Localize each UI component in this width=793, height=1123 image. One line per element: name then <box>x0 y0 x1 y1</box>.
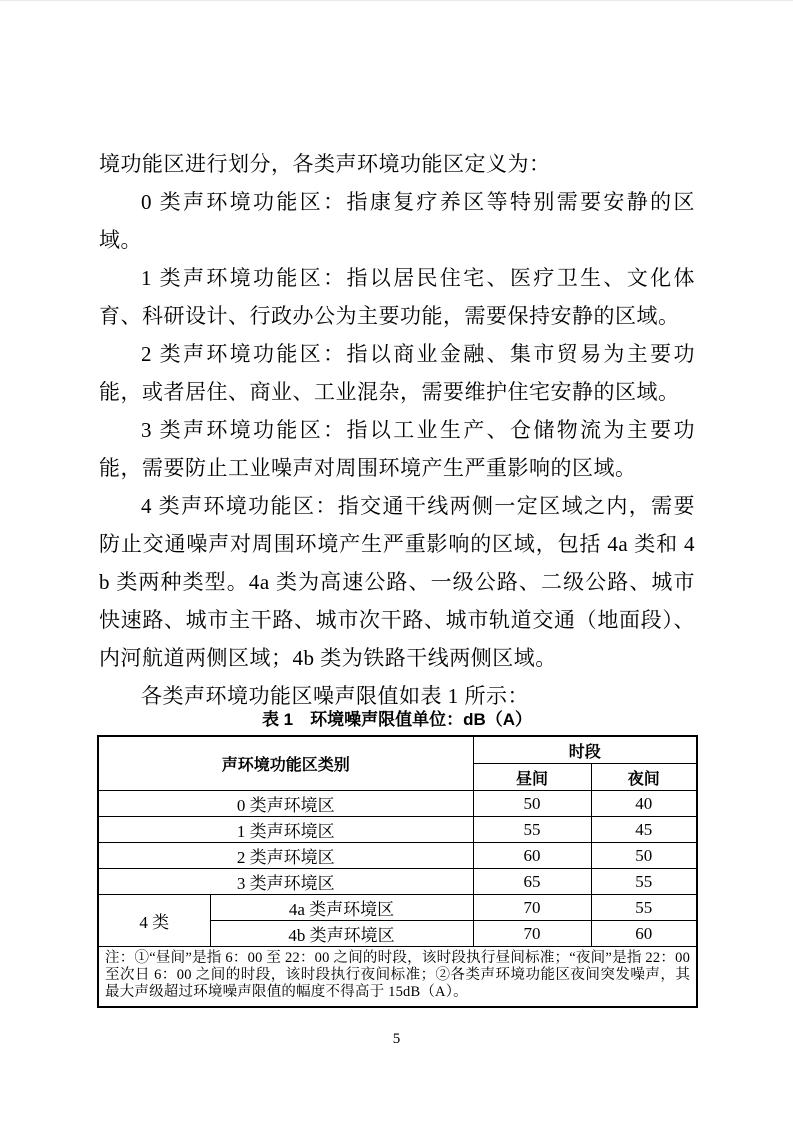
header-day: 昼间 <box>473 764 591 791</box>
paragraph-class0-definition: 0 类声环境功能区：指康复疗养区等特别需要安静的区域。 <box>99 190 695 252</box>
day-value: 70 <box>473 895 591 921</box>
document-page <box>0 1 793 1123</box>
header-period: 时段 <box>473 736 697 764</box>
table-title: 表 1 环境噪声限值单位：dB（A） <box>261 710 533 729</box>
paragraph-class1-definition: 1 类声环境功能区：指以居民住宅、医疗卫生、文化体育、科研设计、行政办公为主要功能，需要保持安静的区域。 <box>99 266 695 328</box>
night-value: 45 <box>591 817 697 843</box>
zone-name: 1 类声环境区 <box>98 817 473 843</box>
paragraph-continuation: 境功能区进行划分，各类声环境功能区定义为： <box>99 152 551 176</box>
table-row-class2 <box>98 843 697 869</box>
night-value: 55 <box>591 895 697 921</box>
paragraph-table-lead-in: 各类声环境功能区噪声限值如表 1 所示： <box>141 684 529 708</box>
paragraph-class3-definition: 3 类声环境功能区：指以工业生产、仓储物流为主要功能，需要防止工业噪声对周围环境产生严重影响的区域。 <box>99 418 695 480</box>
table-row-class0 <box>98 791 697 817</box>
header-night: 夜间 <box>591 764 697 791</box>
day-value: 50 <box>473 791 591 817</box>
day-value: 70 <box>473 921 591 947</box>
table-note: 注：①“昼间”是指 6：00 至 22：00 之间的时段，该时段执行昼间标准；“夜间”是指 22：00 至次日 6：00 之间的时段，该时段执行夜间标准；②各类声环境功能区夜间突发噪声，其最大声级超过环境噪声限值的幅度不得高于 15dB（A）。 <box>98 947 697 1008</box>
night-value: 50 <box>591 843 697 869</box>
zone-name: 0 类声环境区 <box>98 791 473 817</box>
table-header-row-1 <box>98 736 697 764</box>
zone-name: 4a 类声环境区 <box>210 895 473 921</box>
zone-name: 3 类声环境区 <box>98 869 473 895</box>
header-category: 声环境功能区类别 <box>98 736 473 791</box>
group4-label: 4 类 <box>98 895 210 947</box>
day-value: 65 <box>473 869 591 895</box>
zone-name: 2 类声环境区 <box>98 843 473 869</box>
table-row-class1 <box>98 817 697 843</box>
body-text-block <box>99 145 695 715</box>
table-row-class4a <box>98 895 697 921</box>
paragraph-class2-definition: 2 类声环境功能区：指以商业金融、集市贸易为主要功能，或者居住、商业、工业混杂，需要维护住宅安静的区域。 <box>99 342 695 404</box>
zone-name: 4b 类声环境区 <box>210 921 473 947</box>
night-value: 40 <box>591 791 697 817</box>
night-value: 55 <box>591 869 697 895</box>
paragraph-class4-definition: 4 类声环境功能区：指交通干线两侧一定区域之内，需要防止交通噪声对周围环境产生严重影响的区域，包括 4a 类和 4b 类两种类型。4a 类为高速公路、一级公路、二级公路、城市快速路、城市主干路、城市次干路、城市轨道交通（地面段）、内河航道两侧区域；4b 类为铁路干线两侧区域。 <box>99 494 695 670</box>
day-value: 55 <box>473 817 591 843</box>
table-note-row <box>98 947 697 1008</box>
day-value: 60 <box>473 843 591 869</box>
night-value: 60 <box>591 921 697 947</box>
table-row-class3 <box>98 869 697 895</box>
noise-limit-table <box>97 735 698 1008</box>
page-number: 5 <box>392 1031 401 1047</box>
